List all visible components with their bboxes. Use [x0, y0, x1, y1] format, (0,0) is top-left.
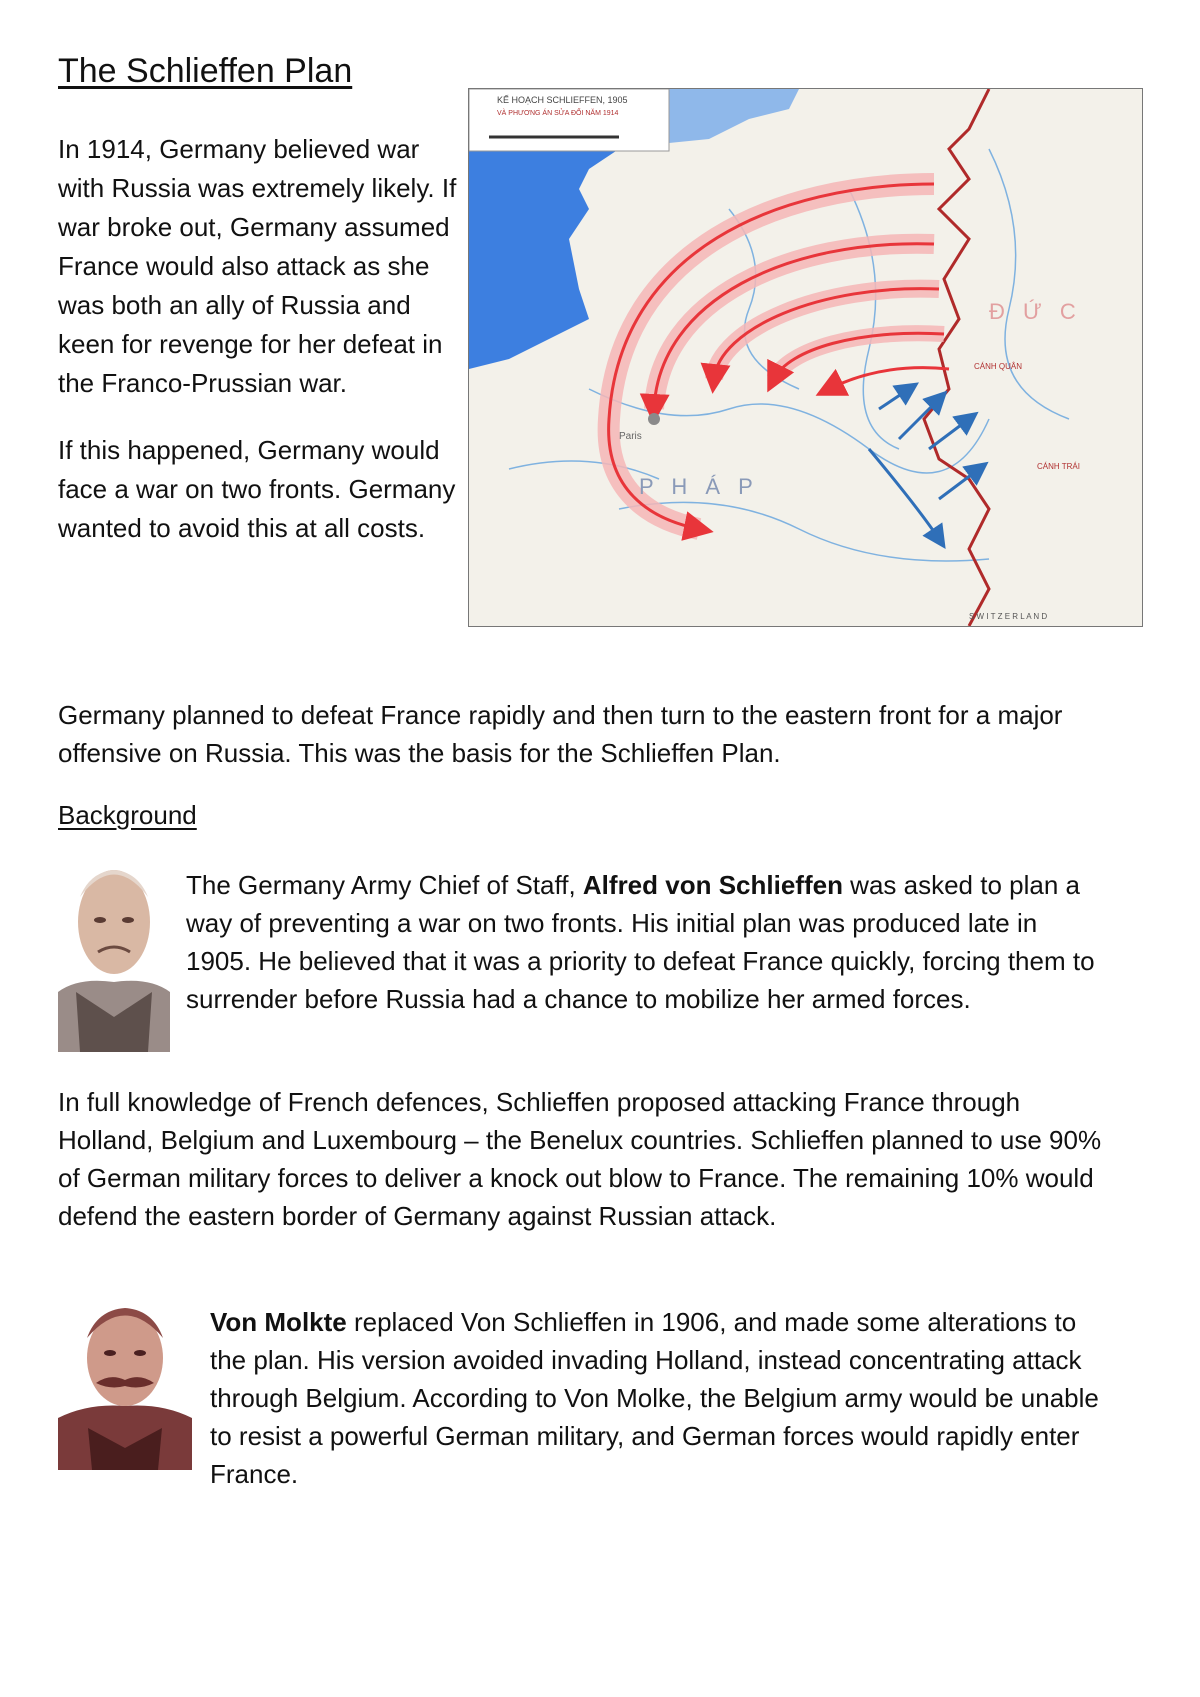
intro-paragraph-2: If this happened, Germany would face a war on two fronts. Germany wanted to avoid this at all costs.: [58, 435, 456, 543]
schlieffen-portrait: [58, 842, 170, 1052]
map-label-paris: Paris: [619, 431, 642, 442]
schlieffen-lead: The Germany Army Chief of Staff,: [186, 870, 583, 900]
molkte-portrait: [58, 1288, 192, 1470]
molkte-paragraph: [210, 1303, 1110, 1493]
molkte-name: Von Molkte: [210, 1307, 347, 1337]
paris-marker: [648, 413, 660, 425]
map-label-france: P H Á P: [639, 474, 759, 499]
schlieffen-rest: was asked to plan a way of preventing a war on two fronts. His initial plan was produced late in 1905. He believed that it was a priority to defeat France quickly, forcing them to surrender before Russia had a chance to mobilize her armed forces.: [186, 870, 1095, 1014]
schlieffen-paragraph: [186, 866, 1106, 1018]
schlieffen-name: Alfred von Schlieffen: [582, 870, 843, 900]
map-label-army-a: CÁNH QUÂN: [974, 362, 1023, 371]
background-heading: Background: [58, 800, 197, 830]
map-label-switzerland: S W I T Z E R L A N D: [969, 612, 1048, 621]
intro-text: [58, 130, 458, 576]
map-label-army-b: CÁNH TRÁI: [1037, 462, 1080, 471]
molkte-rest: replaced Von Schlieffen in 1906, and made some alterations to the plan. His version avoided invading Holland, instead concentrating attack through Belgium. According to Von Molke, the Belgium army would be unable to resist a powerful German military, and German forces would rapidly enter France.: [210, 1307, 1099, 1489]
knowledge-paragraph: In full knowledge of French defences, Schlieffen proposed attacking France through Holland, Belgium and Luxembourg – the Benelux countries. Schlieffen planned to use 90% of German military forces to deliver a knock out blow to France. The remaining 10% would defend the eastern border of Germany against Russian attack.: [58, 1087, 1102, 1231]
map-graphic: [469, 89, 1142, 626]
page-title: The Schlieffen Plan: [58, 52, 353, 90]
schlieffen-plan-map: [468, 88, 1143, 627]
plan-paragraph: Germany planned to defeat France rapidly and then turn to the eastern front for a major offensive on Russia. This was the basis for the Schlieffen Plan.: [58, 700, 1063, 768]
intro-paragraph-1: In 1914, Germany believed war with Russia was extremely likely. If war broke out, Germany assumed France would also attack as she was both an ally of Russia and keen for revenge for her defeat in the Franco-Prussian war.: [58, 134, 457, 398]
map-heading: KẾ HOẠCH SCHLIEFFEN, 1905: [497, 95, 628, 105]
map-label-germany: Đ Ứ C: [989, 299, 1082, 324]
map-subheading: VÀ PHƯƠNG ÁN SỬA ĐỔI NĂM 1914: [497, 110, 619, 117]
